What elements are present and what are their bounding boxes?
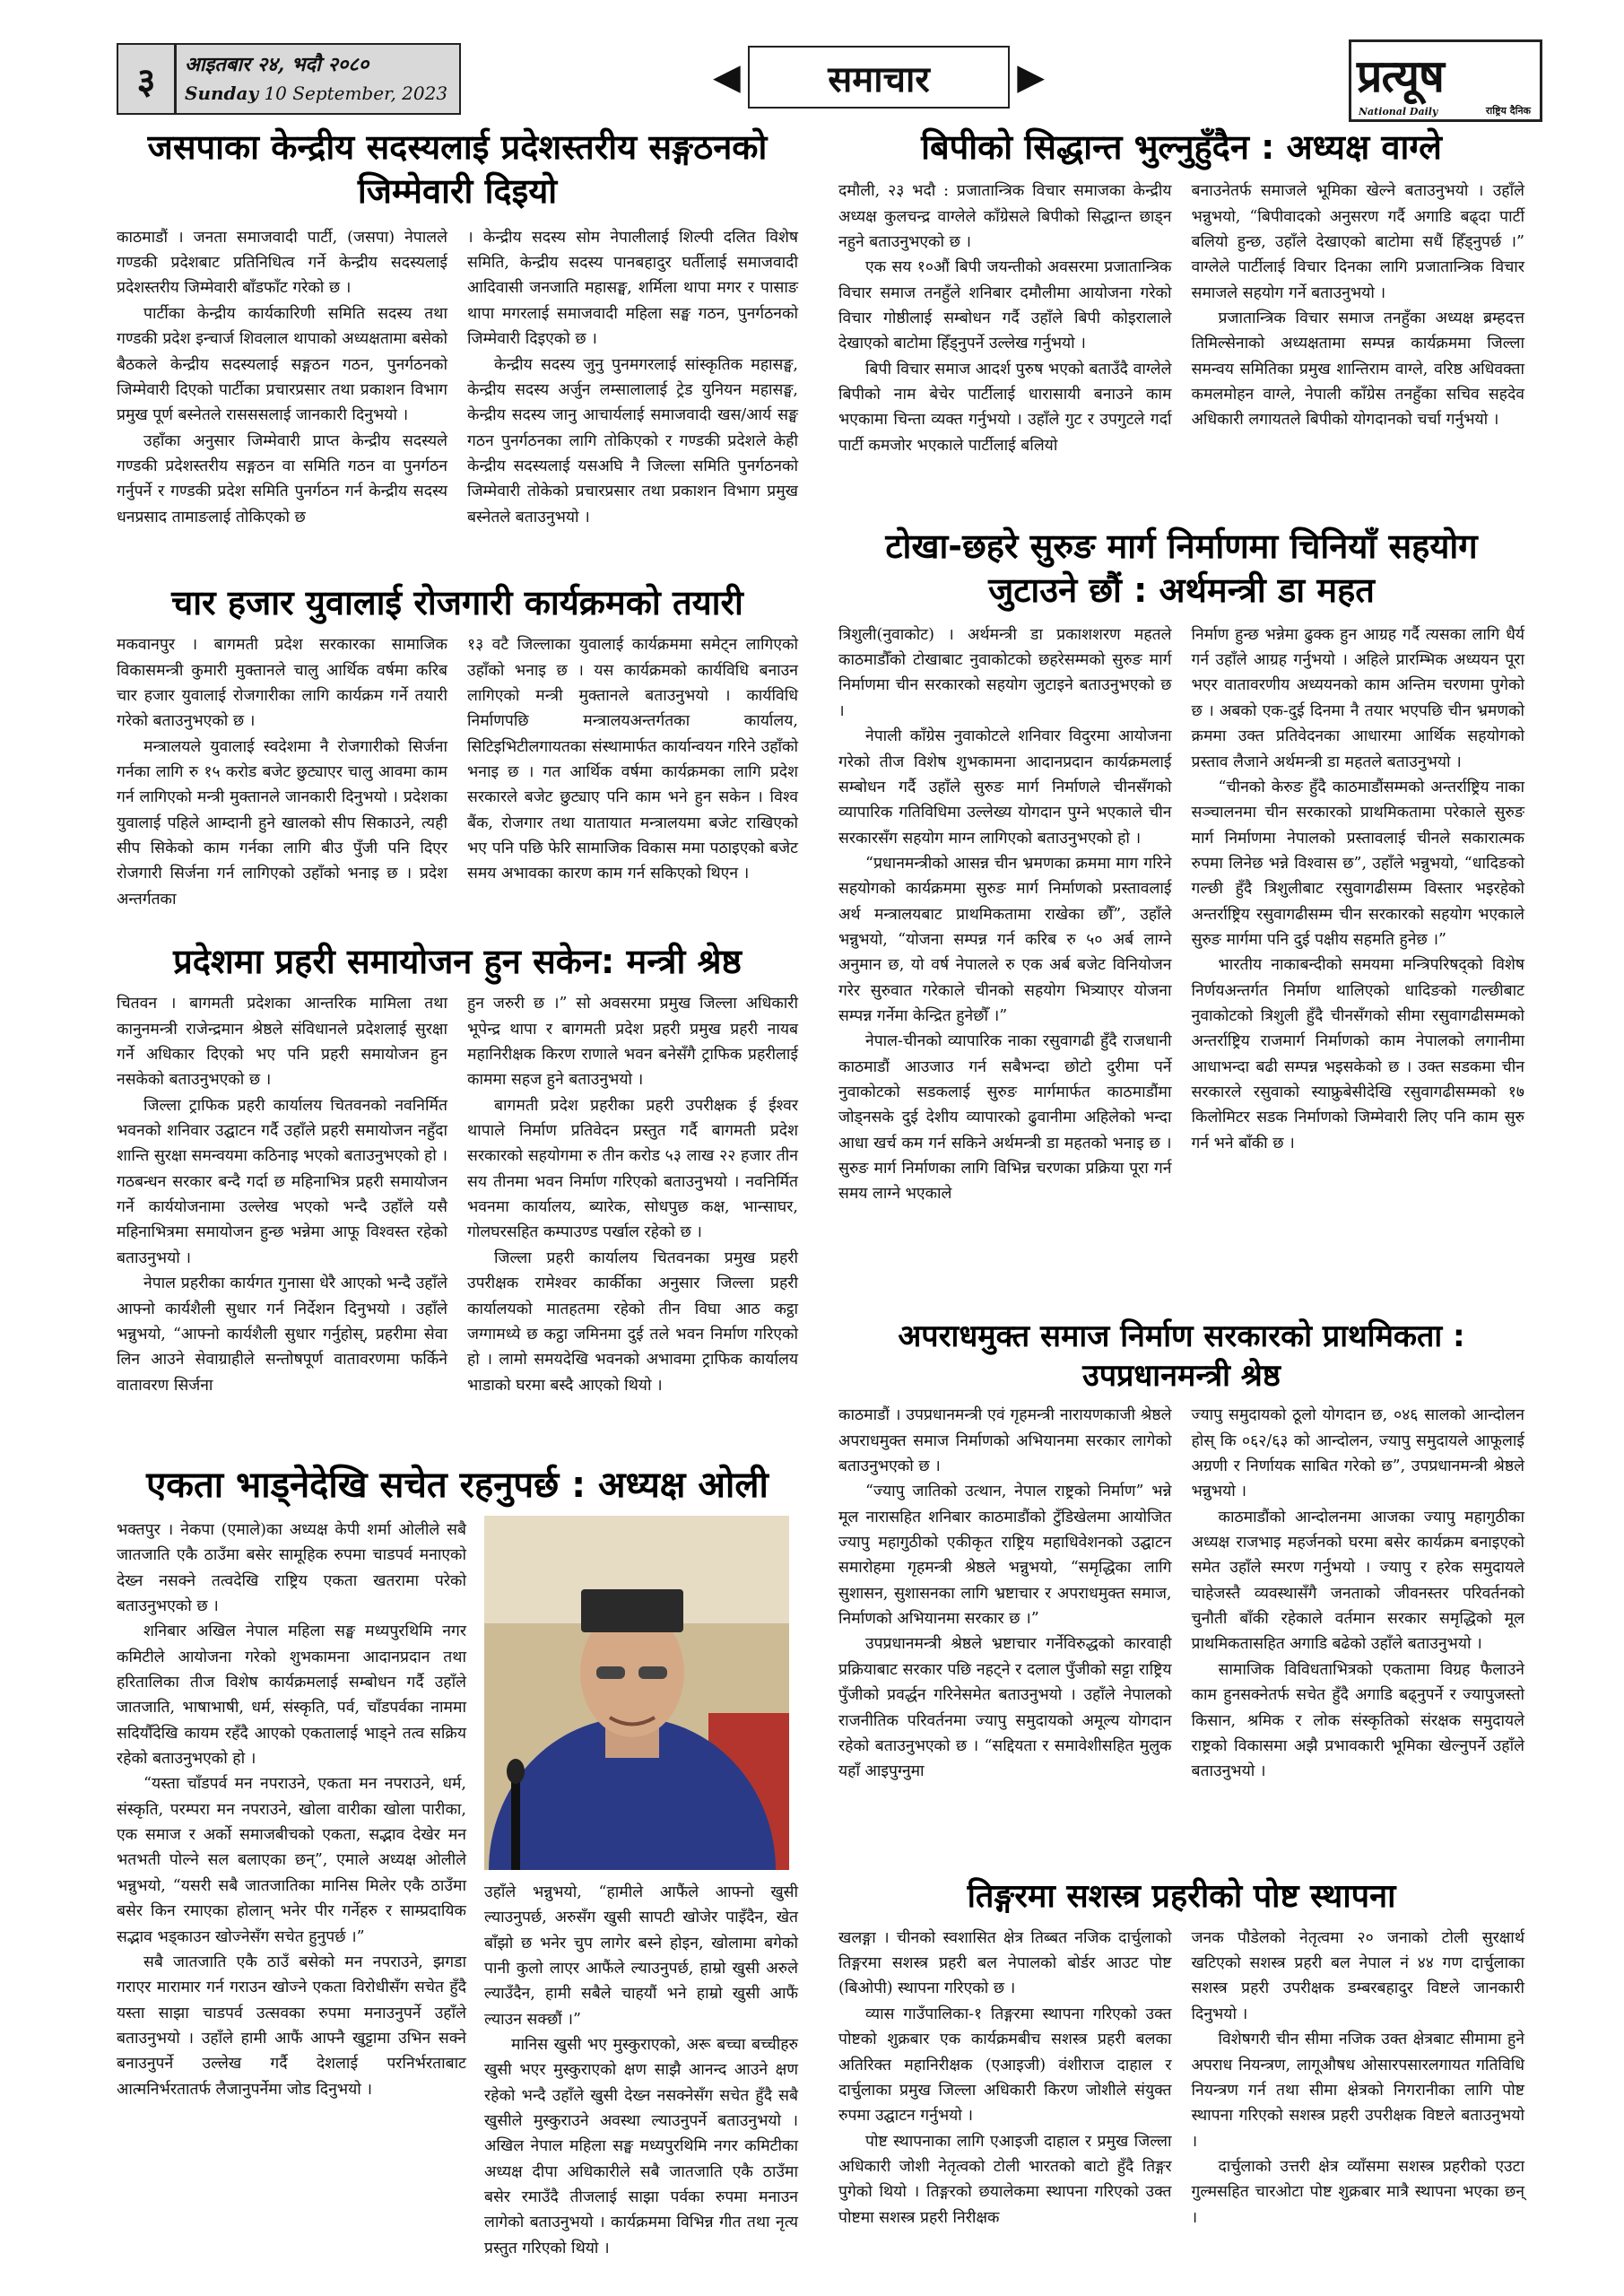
paragraph: निर्माण हुन्छ भन्नेमा ढुक्क हुन आग्रह गर्दै त्यसका लागि धैर्य गर्न उहाँले आग्रह गर्नुभयो । अहिले प्रारम्भिक अध्ययन पूरा भएर वातावरणीय अध्ययनको काम अन्तिम चरणमा पुगेको छ । अबको एक-दुई दिनमा नै तयार भएपछि चीन भ्रमणको क्रममा उक्त प्रतिवेदनका आधारमा आर्थिक सहयोगको प्रस्ताव लैजाने अर्थमन्त्री डा महतले बताउनुभयो । <box>1191 625 1524 771</box>
newspaper-logo <box>1349 39 1542 122</box>
paragraph: नेपाल प्रहरीका कार्यगत गुनासा धेरै आएको भन्दै उहाँले आफ्नो कार्यशैली सुधार गर्न निर्देशन दिनुभयो । उहाँले भन्नुभयो, “आफ्नो कार्यशैली सुधार गर्नुहोस्, प्रहरीमा सेवा लिन आउने सेवाग्राहीले सन्तोषपूर्ण वातावरणमा फर्किने वातावरण सिर्जना <box>117 1274 447 1395</box>
paragraph: एक सय १०औं बिपी जयन्तीको अवसरमा प्रजातान्त्रिक विचार समाज तनहुँले शनिबार दमौलीमा आयोजना गरेको विचार गोष्ठीलाई सम्बोधन गर्दै उहाँले बिपी कोइरालाले देखाएको बाटोमा हिँड्नुपर्ने उल्लेख गर्नुभयो । <box>838 258 1172 353</box>
oli-photo <box>484 1516 789 1870</box>
article-oli <box>117 1462 798 2269</box>
paragraph: उपप्रधानमन्त्री श्रेष्ठले भ्रष्टाचार गर्नेविरुद्धको कारवाही प्रक्रियाबाट सरकार पछि नहट्ने र दलाल पुँजीको सट्टा राष्ट्रिय पुँजीको प्रवर्द्धन गरिनेसमेत बताउनुभयो । उहाँले नेपालको राजनीतिक परिवर्तनमा ज्यापु समुदायको अमूल्य योगदान रहेको बताउनुभएको छ । “सद्दियता र समावेशीसहित मुलुक यहाँ आइपुग्नुमा <box>838 1635 1172 1781</box>
paragraph: भक्तपुर । नेकपा (एमाले)का अध्यक्ष केपी शर्मा ओलीले सबै जातजाति एकै ठाउँमा बसेर सामूहिक रुपमा चाडपर्व मनाएको देख्न नसक्ने तत्वदेखि राष्ट्रिय एकता खतरामा परेको बताउनुभएको छ । <box>117 1521 466 1616</box>
paragraph: व्यास गाउँपालिका-१ तिङ्गरमा स्थापना गरिएको उक्त पोष्टको शुक्रबार एक कार्यक्रमबीच सशस्त्र प्रहरी बलका अतिरिक्त महानिरीक्षक (एआइजी) वंशीराज दाहाल र दार्चुलाका प्रमुख जिल्ला अधिकारी किरण जोशीले संयुक्त रुपमा उद्घाटन गर्नुभयो । <box>838 2005 1172 2126</box>
article-jaspa-col1 <box>117 225 447 530</box>
headline-prahari: प्रदेशमा प्रहरी समायोजन हुन सकेन: मन्त्री श्रेष्ठ <box>173 942 742 981</box>
paragraph: मन्त्रालयले युवालाई स्वदेशमा नै रोजगारीको सिर्जना गर्नका लागि रु १५ करोड बजेट छुट्याएर चालु आवमा काम गर्न लागिएको मन्त्री मुक्तानले जानकारी दिनुभयो । प्रदेशका युवालाई पहिले आम्दानी हुने खालको सीप सिकाउने, त्यही सीप सिकेको काम गर्नका लागि बीउ पुँजी पनि दिएर रोजगारी सिर्जना गर्न लागिएको उहाँको भनाइ छ । प्रदेश अन्तर्गतका <box>117 737 447 909</box>
date-english-day: Sunday <box>185 83 259 104</box>
article-jaspa <box>117 126 798 530</box>
article-yuva-col1 <box>117 632 447 912</box>
paragraph: चितवन । बागमती प्रदेशका आन्तरिक मामिला तथा कानुनमन्त्री राजेन्द्रमान श्रेष्ठले संविधानले प्रदेशलाई सुरक्षा गर्ने अधिकार दिएको भए पनि प्रहरी समायोजन हुन नसकेको बताउनुभएको छ । <box>117 995 447 1090</box>
paragraph: जनक पौडेलको नेतृत्वमा २० जनाको टोली सुरक्षार्थ खटिएको सशस्त्र प्रहरी बल नेपाल नं ४४ गण दार्चुलाका सशस्त्र प्रहरी उपरीक्षक डम्बरबहादुर विष्टले जानकारी दिनुभयो । <box>1191 1928 1524 2023</box>
date-english <box>185 83 447 104</box>
logo-title: प्रत्यूष <box>1357 49 1444 102</box>
article-bp-col2 <box>1192 178 1525 458</box>
article-oli-col1 <box>117 1518 466 2102</box>
paragraph: हुन जरुरी छ ।” सो अवसरमा प्रमुख जिल्ला अधिकारी भूपेन्द्र थापा र बागमती प्रदेश प्रहरी प्रमुख प्रहरी नायब महानिरीक्षक किरण राणाले भवन बनेसँगै ट्राफिक प्रहरीलाई काममा सहज हुने बताउनुभयो । <box>467 995 798 1090</box>
oli-photo-illustration <box>484 1516 789 1870</box>
article-apradh <box>838 1317 1524 1785</box>
paragraph: “प्रधानमन्त्रीको आसन्न चीन भ्रमणका क्रममा माग गरिने सहयोगको कार्यक्रममा सुरुङ मार्ग निर्माणको प्रस्तावलाई अर्थ मन्त्रालयबाट प्राथमिकतामा राखेका छौँ”, उहाँले भन्नुभयो, “योजना सम्पन्न गर्न करिब रु ५० अर्ब लाग्ने अनुमान छ, यो वर्ष नेपालले रु एक अर्ब बजेट विनियोजन गरेर सुरुवात गरेकाले चीनको सहयोग भित्र्याएर योजना सम्पन्न गर्नेमा केन्द्रित हुनेछौँ ।” <box>838 854 1172 1025</box>
paragraph: केन्द्रीय सदस्य जुनु पुनमगरलाई सांस्कृतिक महासङ्घ, केन्द्रीय सदस्य अर्जुन लम्सालालाई ट्रेड युनियन महासङ्घ, केन्द्रीय सदस्य जानु आचार्यलाई समाजवादी खस/आर्य सङ्घ गठन पुनर्गठनका लागि तोकिएको र गण्डकी प्रदेशले केही केन्द्रीय सदस्यलाई यसअघि नै जिल्ला समिति पुनर्गठनको जिम्मेवारी तोकेको प्रचारप्रसार तथा प्रकाशन विभाग प्रमुख बस्नेतले बताउनुभयो । <box>467 355 798 526</box>
date-bar <box>117 43 461 115</box>
article-tingre-col1 <box>838 1926 1172 2231</box>
article-prahari-col2 <box>467 991 798 1398</box>
article-tokha <box>838 525 1524 1207</box>
page-number: ३ <box>118 45 177 113</box>
section-label <box>713 45 1045 109</box>
article-jaspa-col2 <box>467 225 798 530</box>
article-bp <box>838 126 1524 458</box>
article-tingre <box>838 1876 1524 2231</box>
paragraph: दार्चुलाको उत्तरी क्षेत्र व्याँसमा सशस्त्र प्रहरीको एउटा गुल्मसहित चारओटा पोष्ट शुक्रबार मात्रै स्थापना भएका छन् । <box>1191 2157 1524 2227</box>
section-title: समाचार <box>748 46 1010 109</box>
paragraph: नेपाल-चीनको व्यापारिक नाका रसुवागढी हुँदै राजधानी काठमाडौं आउजाउ गर्न सबैभन्दा छोटो दुरीमा पर्ने नुवाकोटको सडकलाई सुरुङ मार्गमार्फत काठमाडौंमा जोड्नसके दुई देशीय व्यापारको ढुवानीमा अहिलेको भन्दा आधा खर्च कम गर्न सकिने अर्थमन्त्री डा महतको भनाइ छ । सुरुङ मार्ग निर्माणका लागि विभिन्न चरणका प्रक्रिया पूरा गर्न समय लाग्ने भएकाले <box>838 1032 1172 1204</box>
oli-photo-caption <box>484 1880 798 2261</box>
article-yuva-col2 <box>467 632 798 912</box>
paragraph: सबै जातजाति एकै ठाउँ बसेको मन नपराउने, झगडा गराएर मारामार गर्न गराउन खोज्ने एकता विरोधीसँग सचेत हुँदै यस्ता साझा चाडपर्व उत्सवका रुपमा मनाउनुपर्ने उहाँले बताउनुभयो । उहाँले हामी आफैं आफ्नै खुट्टामा उभिन सक्ने बनाउनुपर्ने उल्लेख गर्दै देशलाई परनिर्भरताबाट आत्मनिर्भरतातर्फ लैजानुपर्नेमा जोड दिनुभयो । <box>117 1952 466 2099</box>
paragraph: “यस्ता चाँडपर्व मन नपराउने, एकता मन नपराउने, धर्म, संस्कृति, परम्परा मन नपराउने, खोला वारीका खोला पारीका, एक समाज र अर्को समाजबीचको एकता, सद्भाव देखेर मन भतभती पोल्ने सल बलाएका छन्”, एमाले अध्यक्ष ओलीले भन्नुभयो, “यसरी सबै जातजातिका मानिस मिलेर एकै ठाउँमा बसेर किन रमाएका होलान् भनेर पीर गर्नेहरु र साम्प्रदायिक सद्भाव भड्काउन खोज्नेसँग सचेत हुनुपर्छ ।” <box>117 1775 466 1946</box>
article-tingre-col2 <box>1192 1926 1525 2231</box>
paragraph: जिल्ला ट्राफिक प्रहरी कार्यालय चितवनको नवनिर्मित भवनको शनिवार उद्घाटन गर्दै उहाँले प्रहरी समायोजन नहुँदा शान्ति सुरक्षा समन्वयमा कठिनाइ भएको बताउनुभएको हो । गठबन्धन सरकार बन्दै गर्दा छ महिनाभित्र प्रहरी समायोजन गर्ने कार्ययोजनामा उल्लेख भएको भन्दै उहाँले यसै महिनाभित्रमा समायोजन हुन्छ भन्नेमा आफू विश्वस्त रहेको बताउनुभयो । <box>117 1096 447 1267</box>
paragraph: उहाँले भन्नुभयो, “हामीले आफैंले आफ्नो खुसी ल्याउनुपर्छ, अरुसँग खुसी सापटी खोजेर पाइँदैन, खेत बाँझो छ भनेर चुप लागेर बस्ने होइन, खोलामा बगेको पानी कुलो लाएर आफैंले ल्याउनुपर्छ, हाम्रो खुसी अरुले ल्याउँदैन, हामी सबैले चाहयौं भने हाम्रो खुसी आफैं ल्याउन सक्छौं ।” <box>484 1883 798 2029</box>
page-header <box>117 39 1542 117</box>
paragraph: काठमाडौं । उपप्रधानमन्त्री एवं गृहमन्त्री नारायणकाजी श्रेष्ठले अपराधमुक्त समाज निर्माणको अभियानमा सरकार लागेको बताउनुभएको छ । <box>838 1406 1172 1476</box>
right-arrow-icon: ▶ <box>1017 57 1045 98</box>
paragraph: भारतीय नाकाबन्दीको समयमा मन्त्रिपरिषद्को विशेष निर्णयअन्तर्गत निर्माण थालिएको धादिङको गल्छीबाट नुवाकोटको त्रिशुली हुँदै चीनसँगको सीमा रसुवागढीसम्मको अन्तर्राष्ट्रिय राजमार्ग निर्माणको काम नेपालको लगानीमा आधाभन्दा बढी सम्पन्न भइसकेको छ । उक्त सडकमा चीन सरकारले रसुवाको स्याफ्रुबेसीदेखि रसुवागढीसम्मको १७ किलोमिटर सडक निर्माणको जिम्मेवारी लिए पनि काम सुरु गर्न भने बाँकी छ । <box>1191 956 1524 1152</box>
headline-jaspa-line1: जसपाका केन्द्रीय सदस्यलाई प्रदेशस्तरीय सङ्गठनको <box>147 127 768 167</box>
paragraph: नेपाली काँग्रेस नुवाकोटले शनिवार विदुरमा आयोजना गरेको तीज विशेष शुभकामना आदानप्रदान कार्यक्रमलाई सम्बोधन गर्दै उहाँले सुरुङ मार्ग निर्माणले चीनसँगको व्यापारिक गतिविधिमा उल्लेख्य योगदान पुग्ने भएकाले चीन सरकारसँग सहयोग माग्न लागिएको बताउनुभएको हो । <box>838 727 1172 848</box>
headline-apradh-line1: अपराधमुक्त समाज निर्माण सरकारको प्राथमिकता : <box>898 1318 1465 1354</box>
paragraph: मानिस खुसी भए मुस्कुराएको, अरू बच्चा बच्चीहरु खुसी भएर मुस्कुराएको क्षण साझै आनन्द आउने क्षण रहेको भन्दै उहाँले खुसी देख्न नसक्नेसँग सचेत हुँदै सबै खुसीले मुस्कुराउने अवस्था ल्याउनुपर्ने बताउनुभयो । अखिल नेपाल महिला सङ्घ मध्यपुरथिमि नगर कमिटीका अध्यक्ष दीपा अधिकारीले सबै जातजाति एकै ठाउँमा बसेर रमाउँदै तीजलाई साझा पर्वका रुपमा मनाउन लागेको बताउनुभयो । कार्यक्रममा विभिन्न गीत तथा नृत्य प्रस्तुत गरिएको थियो । <box>484 2036 798 2257</box>
date-nepali: आइतबार २४, भदौ २०८० <box>185 53 369 76</box>
article-tokha-col1 <box>838 622 1172 1207</box>
paragraph: खलङ्गा । चीनको स्वशासित क्षेत्र तिब्बत नजिक दार्चुलाको तिङ्गरमा सशस्त्र प्रहरी बल नेपालको बोर्डर आउट पोष्ट (बिओपी) स्थापना गरिएको छ । <box>838 1928 1172 1998</box>
paragraph: १३ वटै जिल्लाका युवालाई कार्यक्रममा समेट्न लागिएको उहाँको भनाइ छ । यस कार्यक्रमको कार्यविधि बनाउन लागिएको मन्त्री मुक्तानले बताउनुभयो । कार्यविधि निर्माणपछि मन्त्रालयअन्तर्गतका कार्यालय, सिटिइभिटीलगायतका संस्थामार्फत कार्यान्वयन गरिने उहाँको भनाइ छ । गत आर्थिक वर्षमा कार्यक्रमका लागि प्रदेश सरकारले बजेट छुट्याए पनि काम भने हुन सकेन । विश्व बैंक, रोजगार तथा यातायात मन्त्रालयमा बजेट राखिएको भए पनि पछि फेरि सामाजिक विकास ममा पठाइएको बजेट समय अभावका कारण काम गर्न सकिएको थिएन । <box>467 636 798 883</box>
paragraph: “चीनको केरुङ हुँदै काठमाडौंसम्मको अन्तर्राष्ट्रिय नाका सञ्चालनमा चीन सरकारको प्राथमिकतामा परेकाले सुरुङ मार्ग निर्माणमा नेपालको प्रस्तावलाई चीनले सकारात्मक रुपमा लिनेछ भन्ने विश्वास छ”, उहाँले भन्नुभयो, “धादिङको गल्छी हुँदै त्रिशुलीबाट रसुवागढीसम्म विस्तार भइरहेको अन्तर्राष्ट्रिय रसुवागढीसम्म चीन सरकारको सहयोग भएकाले सुरुङ मार्गमा पनि दुई पक्षीय सहमति हुनेछ ।” <box>1191 778 1524 949</box>
headline-bp: बिपीको सिद्धान्त भुल्नुहुँदैन : अध्यक्ष वाग्ले <box>921 127 1442 167</box>
article-prahari <box>117 940 798 1398</box>
article-prahari-col1 <box>117 991 447 1398</box>
logo-subtitle-nepali: राष्ट्रिय दैनिक <box>1485 105 1531 117</box>
paragraph: प्रजातान्त्रिक विचार समाज तनहुँका अध्यक्ष ब्रम्हदत्त तिमिल्सेनाको अध्यक्षतामा सम्पन्न कार्यक्रममा जिल्ला समन्वय समितिका प्रमुख शान्तिराम वाग्ले, वरिष्ठ अधिवक्ता कमलमोहन वाग्ले, नेपाली काँग्रेस तनहुँका सचिव सहदेव अधिकारी लगायतले बिपीको योगदानको चर्चा गर्नुभयो । <box>1191 309 1524 430</box>
paragraph: जिल्ला प्रहरी कार्यालय चितवनका प्रमुख प्रहरी उपरीक्षक रामेश्वर कार्कीका अनुसार जिल्ला प्रहरी कार्यालयको मातहतमा रहेको तीन विघा आठ कट्ठा जग्गामध्ये छ कट्ठा जमिनमा दुई तले भवन निर्माण गरिएको हो । लामो समयदेखि भवनको अभावमा ट्राफिक कार्यालय भाडाको घरमा बस्दै आएको थियो । <box>467 1248 798 1395</box>
paragraph: ज्यापु समुदायको ठूलो योगदान छ, ०४६ सालको आन्दोलन होस् कि ०६२/६३ को आन्दोलन, ज्यापु समुदायले आफूलाई अग्रणी र निर्णायक साबित गरेको छ”, उपप्रधानमन्त्री श्रेष्ठले भन्नुभयो । <box>1191 1406 1524 1501</box>
paragraph: उहाँका अनुसार जिम्मेवारी प्राप्त केन्द्रीय सदस्यले गण्डकी प्रदेशस्तरीय सङ्गठन वा समिति गठन वा पुनर्गठन गर्नुपर्ने र गण्डकी प्रदेश समिति पुनर्गठन गर्न केन्द्रीय सदस्य धनप्रसाद तामाङलाई तोकिएको छ <box>117 431 447 526</box>
paragraph: शनिबार अखिल नेपाल महिला सङ्घ मध्यपुरथिमि नगर कमिटीले आयोजना गरेको शुभकामना आदानप्रदान तथा हरितालिका तीज विशेष कार्यक्रमलाई सम्बोधन गर्दै उहाँले जातजाति, भाषाभाषी, धर्म, संस्कृति, पर्व, चाँडपर्वका नाममा सदियौँदेखि कायम रहँदै आएको एकतालाई भाड्ने तत्व सक्रिय रहेको बताउनुभएको हो । <box>117 1622 466 1769</box>
paragraph: विशेषगरी चीन सीमा नजिक उक्त क्षेत्रबाट सीमामा हुने अपराध नियन्त्रण, लागूऔषध ओसारपसारलगायत गतिविधि नियन्त्रण गर्न तथा सीमा क्षेत्रको निगरानीका लागि पोष्ट स्थापना गरिएको सशस्त्र प्रहरी उपरीक्षक विष्टले बताउनुभयो । <box>1191 2031 1524 2151</box>
headline-yuva: चार हजार युवालाई रोजगारी कार्यक्रमको तयारी <box>171 583 743 622</box>
left-arrow-icon: ◀ <box>713 57 741 98</box>
paragraph: मकवानपुर । बागमती प्रदेश सरकारका सामाजिक विकासमन्त्री कुमारी मुक्तानले चालु आर्थिक वर्षमा करिब चार हजार युवालाई रोजगारीका लागि कार्यक्रम गर्ने तयारी गरेको बताउनुभएको छ । <box>117 636 447 731</box>
paragraph: पोष्ट स्थापनाका लागि एआइजी दाहाल र प्रमुख जिल्ला अधिकारी जोशी नेतृत्वको टोली भारतको बाटो हुँदै तिङ्गर पुगेको थियो । तिङ्गरको छयालेकमा स्थापना गरिएको उक्त पोष्टमा सशस्त्र प्रहरी निरीक्षक <box>838 2132 1172 2227</box>
paragraph: बागमती प्रदेश प्रहरीका प्रहरी उपरीक्षक ई ईश्वर थापाले निर्माण प्रतिवेदन प्रस्तुत गर्दै बागमती प्रदेश सरकारको सहयोगमा रु तीन करोड ५३ लाख २२ हजार तीन सय तीनमा भवन निर्माण गरिएको बताउनुभयो । नवनिर्मित भवनमा कार्यालय, ब्यारेक, सोधपुछ कक्ष, भान्साघर, गोलघरसहित कम्पाउण्ड पर्खाल रहेको छ । <box>467 1096 798 1242</box>
paragraph: त्रिशुली(नुवाकोट) । अर्थमन्त्री डा प्रकाशशरण महतले काठमाडौँको टोखाबाट नुवाकोटको छहरेसम्मको सुरुङ मार्ग निर्माणमा चीन सरकारको सहयोग जुटाइने बताउनुभएको छ । <box>838 625 1172 720</box>
article-yuva <box>117 581 798 912</box>
article-bp-col1 <box>838 178 1172 458</box>
headline-jaspa-line2: जिम्मेवारी दिइयो <box>357 171 558 212</box>
article-apradh-col2 <box>1192 1403 1525 1784</box>
article-tokha-col2 <box>1192 622 1525 1207</box>
date-english-rest: 10 September, 2023 <box>258 83 448 104</box>
headline-apradh-line2: उपप्रधानमन्त्री श्रेष्ठ <box>1082 1358 1281 1395</box>
paragraph: काठमाडौंको आन्दोलनमा आजका ज्यापु महागुठीका अध्यक्ष राजभाइ महर्जनको घरमा बसेर कार्यक्रम बनाइएको समेत उहाँले स्मरण गर्नुभयो । ज्यापु र हरेक समुदायले चाहेजस्तै व्यवस्थासँगै जनताको जीवनस्तर परिवर्तनको चुनौती बाँकी रहेकाले वर्तमान सरकार समृद्धिको मूल प्राथमिकतासहित अगाडि बढेको उहाँले बताउनुभयो । <box>1191 1508 1524 1654</box>
paragraph: सामाजिक विविधताभित्रको एकतामा विग्रह फैलाउने काम हुनसक्नेतर्फ सचेत हुँदै अगाडि बढ्नुपर्ने र ज्यापुजस्तो किसान, श्रमिक र लोक संस्कृतिको संरक्षक समुदायले राष्ट्रको विकासमा अझै प्रभावकारी भूमिका खेल्नुपर्ने उहाँले बताउनुभयो । <box>1191 1660 1524 1781</box>
headline-tokha-line1: टोखा-छहरे सुरुङ मार्ग निर्माणमा चिनियाँ सहयोग <box>885 526 1478 566</box>
paragraph: । केन्द्रीय सदस्य सोम नेपालीलाई शिल्पी दलित विशेष समिति, केन्द्रीय सदस्य पानबहादुर घर्तीलाई समाजवादी आदिवासी जनजाति महासङ्घ, शर्मिला थापा मगर र पासाङ थापा मगरलाई समाजवादी महिला सङ्घ गठन, पुनर्गठनको जिम्मेवारी दिइएको छ । <box>467 228 798 349</box>
logo-subtitle-english: National Daily <box>1359 106 1438 117</box>
headline-tokha-line2: जुटाउने छौं : अर्थमन्त्री डा महत <box>988 570 1375 611</box>
paragraph: पार्टीका केन्द्रीय कार्यकारिणी समिति सदस्य तथा गण्डकी प्रदेश इन्चार्ज शिवलाल थापाको अध्यक्षतामा बसेको बैठकले केन्द्रीय सदस्यलाई सङ्गठन गठन, पुनर्गठनको जिम्मेवारी दिएको पार्टीका प्रचारप्रसार तथा प्रकाशन विभाग प्रमुख पूर्ण बस्नेतले रासससलाई जानकारी दिनुभयो । <box>117 304 447 425</box>
headline-oli: एकता भाड्नेदेखि सचेत रहनुपर्छ : अध्यक्ष ओली <box>146 1465 769 1506</box>
paragraph: बिपी विचार समाज आदर्श पुरुष भएको बताउँदै वाग्लेले बिपीको नाम बेचेर पार्टीलाई धारासायी बनाउने काम भएकामा चिन्ता व्यक्त गर्नुभयो । उहाँले गुट र उपगुटले गर्दा पार्टी कमजोर भएकाले पार्टीलाई बलियो <box>838 360 1172 455</box>
paragraph: काठमाडौं । जनता समाजवादी पार्टी, (जसपा) नेपालले गण्डकी प्रदेशबाट प्रतिनिधित्व गर्ने केन्द्रीय सदस्यलाई प्रदेशस्तरीय जिम्मेवारी बाँडफाँट गरेको छ । <box>117 228 447 298</box>
paragraph: दमौली, २३ भदौ : प्रजातान्त्रिक विचार समाजका केन्द्रीय अध्यक्ष कुलचन्द्र वाग्लेले काँग्रेसले बिपीको सिद्धान्त छाड्न नहुने बताउनुभएको छ । <box>838 182 1172 252</box>
paragraph: “ज्यापु जातिको उत्थान, नेपाल राष्ट्रको निर्माण” भन्ने मूल नारासहित शनिबार काठमाडौंको टुँडिखेलमा आयोजित ज्यापु महागुठीको एकीकृत राष्ट्रिय महाधिवेशनको उद्घाटन समारोहमा गृहमन्त्री श्रेष्ठले भन्नुभयो, “समृद्धिका लागि सुशासन, सुशासनका लागि भ्रष्टाचार र अपराधमुक्त समाज, निर्माणको अभियानमा सरकार छ ।” <box>838 1483 1172 1629</box>
headline-tingre: तिङ्गरमा सशस्त्र प्रहरीको पोष्ट स्थापना <box>967 1878 1396 1915</box>
article-apradh-col1 <box>838 1403 1172 1784</box>
paragraph: बनाउनेतर्फ समाजले भूमिका खेल्ने बताउनुभयो । उहाँले भन्नुभयो, “बिपीवादको अनुसरण गर्दै अगाडि बढ्दा पार्टी बलियो हुन्छ, उहाँले देखाएको बाटोमा सधैं हिँड्नुपर्छ ।” वाग्लेले पार्टीलाई विचार दिनका लागि प्रजातान्त्रिक विचार समाजले सहयोग गर्ने बताउनुभयो । <box>1191 182 1524 302</box>
